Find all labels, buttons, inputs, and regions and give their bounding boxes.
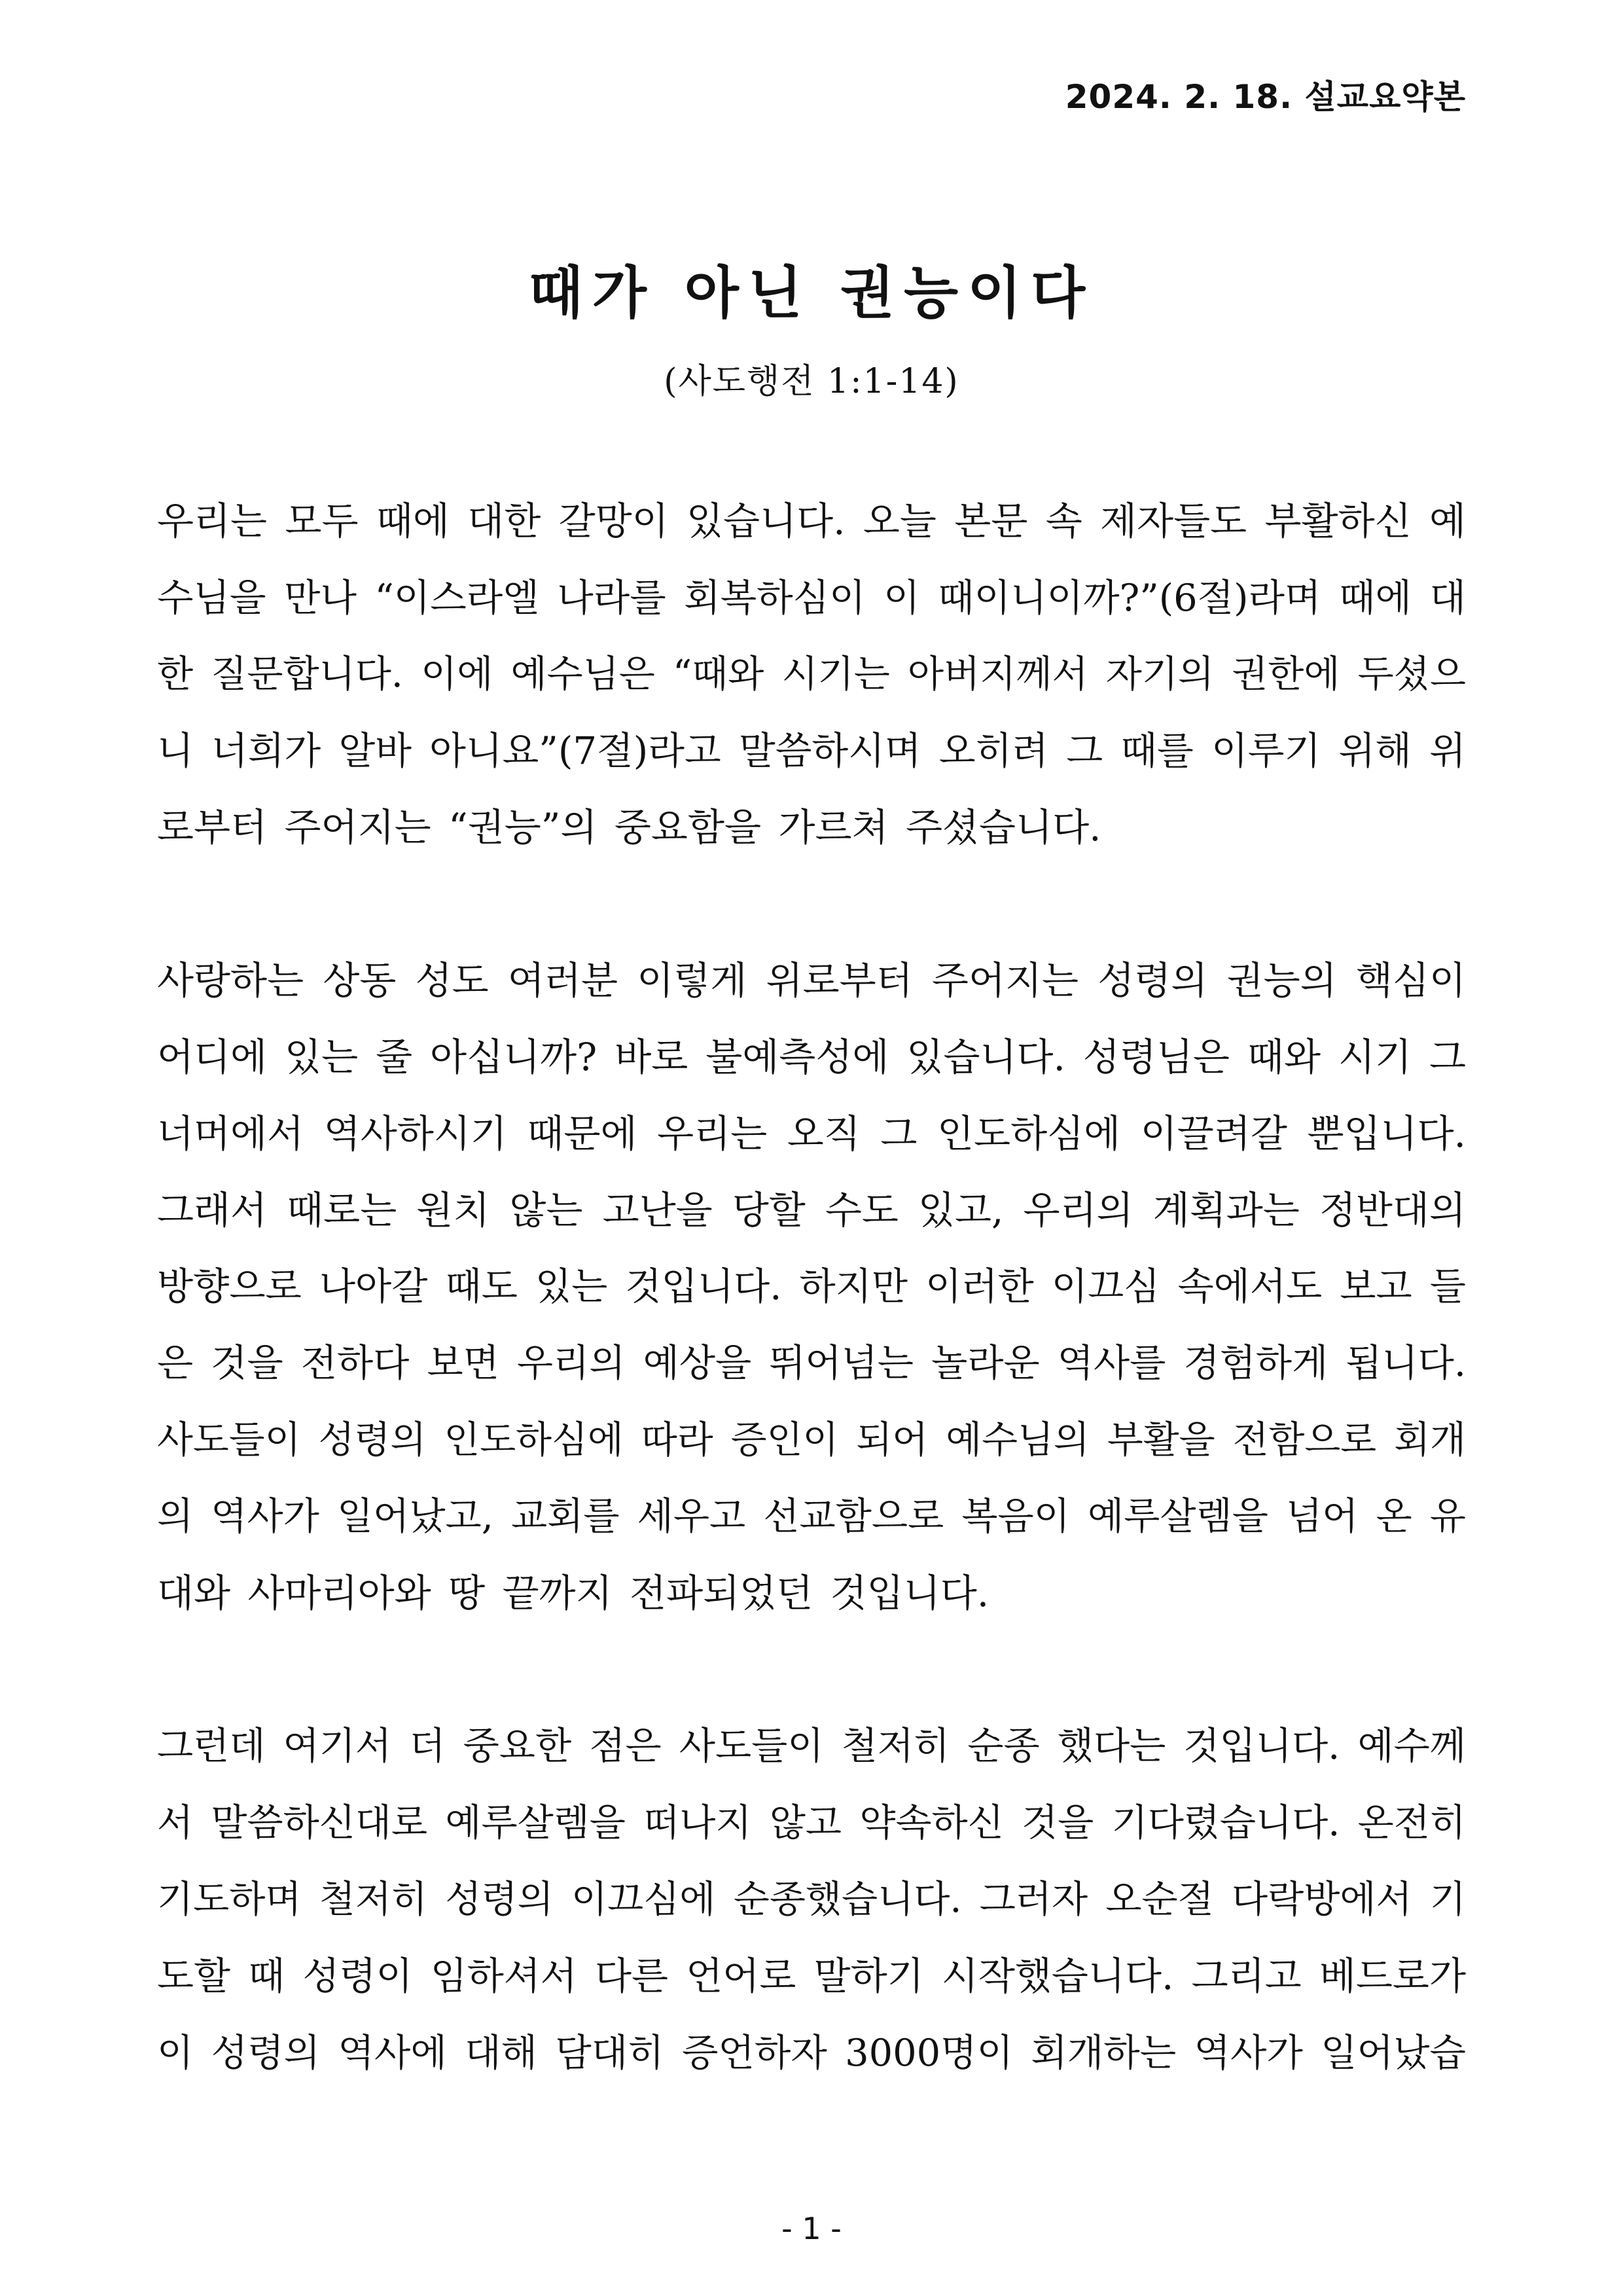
- text-line: 대와 사마리아와 땅 끝까지 전파되었던 것입니다.: [157, 1571, 990, 1615]
- text-line: 방향으로 나아갈 때도 있는 것입니다. 하지만 이러한 이끄심 속에서도 보고 들: [157, 1265, 1466, 1308]
- text-line: 로부터 주어지는 “권능”의 중요함을 가르쳐 주셨습니다.: [157, 805, 1101, 850]
- sermon-date-header: 2024. 2. 18. 설교요약본: [1065, 78, 1466, 116]
- paragraph-spacer: [157, 866, 1466, 942]
- text-line: 너머에서 역사하시기 때문에 우리는 오직 그 인도하심에 이끌려갈 뿐입니다.: [157, 1111, 1466, 1156]
- text-line: 우리는 모두 때에 대한 갈망이 있습니다. 오늘 본문 속 제자들도 부활하신 예: [157, 499, 1466, 543]
- text-line: 은 것을 전하다 보면 우리의 예상을 뛰어넘는 놀라운 역사를 경험하게 됩니다.: [157, 1342, 1466, 1385]
- text-line: 기도하며 철저히 성령의 이끄심에 순종했습니다. 그러자 오순절 다락방에서 기: [157, 1878, 1466, 1921]
- text-line: 니 너희가 알바 아니요”(7절)라고 말씀하시며 오히려 그 때를 이루기 위해 위: [157, 728, 1466, 773]
- text-line: 그래서 때로는 원치 않는 고난을 당할 수도 있고, 우리의 계획과는 정반대의: [157, 1188, 1466, 1232]
- sermon-title: 때가 아닌 권능이다: [528, 260, 1095, 326]
- text-line: 서 말씀하신대로 예루살렘을 떠나지 않고 약속하신 것을 기다렸습니다. 온전히: [157, 1801, 1466, 1844]
- paragraph-1: [157, 483, 1466, 866]
- paragraph-2: [157, 942, 1466, 1632]
- text-line: 의 역사가 일어났고, 교회를 세우고 선교함으로 복음이 예루살렘을 넘어 온 유: [157, 1495, 1466, 1538]
- text-line: 한 질문합니다. 이에 예수님은 “때와 시기는 아버지께서 자기의 권한에 두셨으: [157, 653, 1466, 696]
- scripture-reference: (사도행전 1:1-14): [664, 362, 959, 401]
- text-line: 도할 때 성령이 임하셔서 다른 언어로 말하기 시작했습니다. 그리고 베드로가: [157, 1954, 1466, 1998]
- text-line: 어디에 있는 줄 아십니까? 바로 불예측성에 있습니다. 성령님은 때와 시기 그: [157, 1035, 1466, 1079]
- text-line: 사도들이 성령의 인도하심에 따라 증인이 되어 예수님의 부활을 전함으로 회개: [157, 1418, 1466, 1462]
- text-line: 이 성령의 역사에 대해 담대히 증언하자 3000명이 회개하는 역사가 일어났습: [157, 2031, 1466, 2075]
- text-line: 수님을 만나 “이스라엘 나라를 회복하심이 이 때이니이까?”(6절)라며 때에 대: [157, 576, 1466, 620]
- text-line: 사랑하는 상동 성도 여러분 이렇게 위로부터 주어지는 성령의 권능의 핵심이: [157, 958, 1466, 1003]
- page-number: - 1 -: [781, 2211, 842, 2246]
- sermon-body: [157, 483, 1466, 2091]
- paragraph-spacer: [157, 1632, 1466, 1708]
- paragraph-3: [157, 1708, 1466, 2091]
- text-line: 그런데 여기서 더 중요한 점은 사도들이 철저히 순종 했다는 것입니다. 예수께: [157, 1725, 1466, 1768]
